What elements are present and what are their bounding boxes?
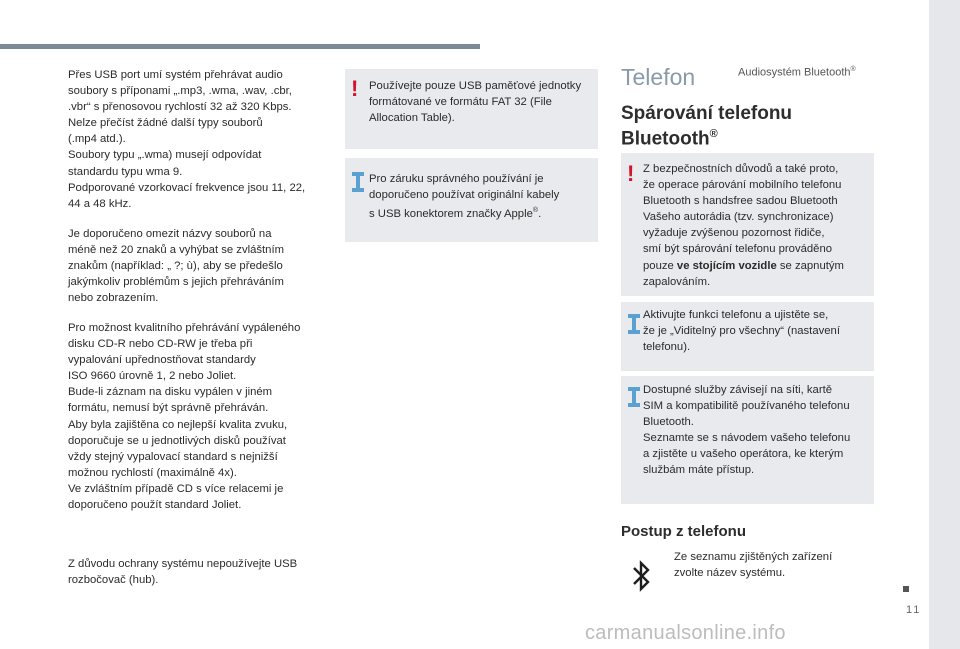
page-marker [903, 586, 909, 592]
exclamation-icon: ! [627, 161, 635, 186]
safety-warning-text: Z bezpečnostních důvodů a také proto, že operace párování mobilního telefonu Bluetooth s handsfree sadou Bluetooth Vašeho autorádia (tzv. synchronizace) vyžaduje zvýšenou pozornost řidiče, smí být spárování telefonu prováděno pouze ve stojícím vozidle se zapnutým zapalováním. [643, 163, 844, 288]
apple-cable-info-text: Pro záruku správného používání je doporučeno používat originální kabely s USB konektorem značky Apple®. [369, 173, 560, 220]
procedure-heading: Postup z telefonu [621, 523, 746, 540]
exclamation-icon: ! [351, 76, 359, 101]
info-bracket-icon [632, 387, 636, 407]
subheading-pairing: Spárování telefonu Bluetooth® [621, 103, 793, 150]
info-bracket-icon [632, 314, 636, 334]
file-name-paragraph: Je doporučeno omezit názvy souborů na méně než 20 znaků a vyhýbat se zvláštním znakům (například: „ ?; ù), aby se předešlo jakýmkoliv problémům s jejich přehráváním nebo zobrazením. [68, 228, 285, 305]
page-number: 11 [906, 604, 922, 616]
bluetooth-icon [631, 558, 653, 594]
usb-hub-paragraph: Z důvodu ochrany systému nepoužívejte USB rozbočovač (hub). [68, 558, 298, 587]
section-heading-telefon: Telefon [621, 64, 696, 90]
usb-format-warning-text: Používejte pouze USB paměťové jednotky formátované ve formátu FAT 32 (File Allocation Table). [369, 80, 582, 125]
side-band [929, 0, 960, 649]
services-info-text: Dostupné služby závisejí na síti, kartě SIM a kompatibilitě používaného telefonu Bluetooth. Seznamte se s návodem vašeho telefonu a zjistěte u vašeho operátora, ke kterým službám máte přístup. [643, 384, 851, 477]
procedure-step-text: Ze seznamu zjištěných zařízení zvolte název systému. [674, 551, 833, 580]
cd-burning-paragraph: Pro možnost kvalitního přehrávání vypáleného disku CD-R nebo CD-RW je třeba při vypalování upřednostňovat standardy ISO 9660 úrovně 1, 2 nebo Joliet. Bude-li záznam na disku vypálen v jiném formátu, nemusí být správně přehráván. Aby byla zajištěna co nejlepší kvalita zvuku, doporučuje se u jednotlivých disků používat vždy stejný vypalovací standard s nejnižší možnou rychlostí (maximálně 4x). Ve zvláštním případě CD s více relacemi je doporučeno použít standard Joliet. [68, 322, 301, 512]
running-header: Audiosystém Bluetooth® [738, 66, 856, 79]
visibility-info-text: Aktivujte funkci telefonu a ujistěte se, že je „Viditelný pro všechny“ (nastavení telefonu). [643, 309, 840, 354]
watermark: carmanualsonline.info [585, 622, 786, 644]
info-bracket-icon [356, 172, 360, 192]
top-rule [0, 44, 480, 49]
usb-audio-formats-paragraph: Přes USB port umí systém přehrávat audio soubory s příponami „.mp3, .wma, .wav, .cbr, .vbr“ s přenosovou rychlostí 32 až 320 Kbps. Nelze přečíst žádné další typy souborů (.mp4 atd.). Soubory typu „.wma) musejí odpovídat standardu typu wma 9. Podporované vzorkovací frekvence jsou 11, 22, 44 a 48 kHz. [68, 69, 306, 210]
